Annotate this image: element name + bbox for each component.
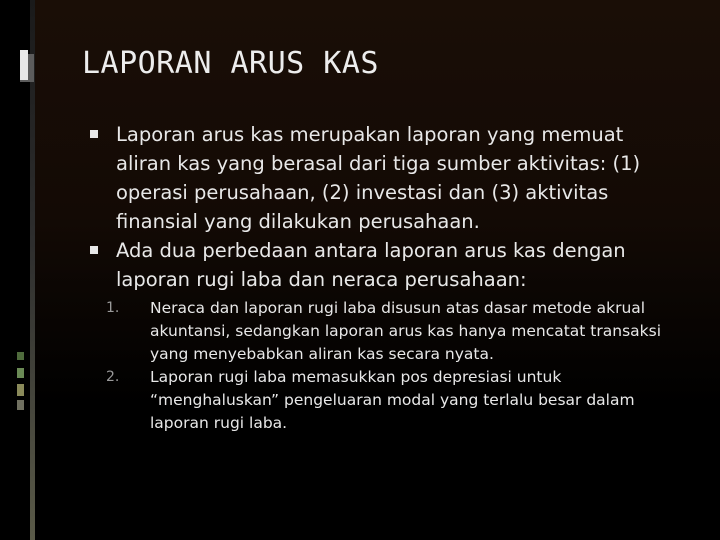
decorative-mark bbox=[17, 384, 24, 396]
slide-title: LAPORAN ARUS KAS bbox=[82, 46, 379, 81]
item-number: 2. bbox=[106, 369, 120, 385]
bullet-text: Ada dua perbedaan antara laporan arus kas dengan laporan rugi laba dan neraca perusahaan: bbox=[116, 239, 626, 291]
bullet-item bbox=[92, 236, 672, 294]
item-text: Neraca dan laporan rugi laba disusun atas dasar metode akrual akuntansi, sedangkan laporan arus kas hanya mencatat transaksi yang menyebabkan aliran kas secara nyata. bbox=[150, 299, 662, 363]
item-text: Laporan rugi laba memasukkan pos depresiasi untuk “menghaluskan” pengeluaran modal yang terlalu besar dalam laporan rugi laba. bbox=[150, 368, 635, 432]
square-bullet-icon bbox=[90, 246, 98, 254]
title-accent bbox=[20, 50, 28, 80]
numbered-item bbox=[92, 366, 672, 435]
item-number: 1. bbox=[106, 300, 120, 316]
bullet-item bbox=[92, 120, 672, 236]
square-bullet-icon bbox=[90, 130, 98, 138]
bullet-text: Laporan arus kas merupakan laporan yang memuat aliran kas yang berasal dari tiga sumber aktivitas: (1) operasi perusahaan, (2) investasi dan (3) aktivitas finansial yang dilakukan perusahaan. bbox=[116, 123, 641, 233]
decorative-mark bbox=[17, 368, 24, 378]
decorative-mark bbox=[17, 400, 24, 410]
slide-content bbox=[92, 120, 672, 435]
numbered-item bbox=[92, 297, 672, 366]
decorative-mark bbox=[17, 352, 24, 360]
numbered-list bbox=[92, 297, 672, 435]
